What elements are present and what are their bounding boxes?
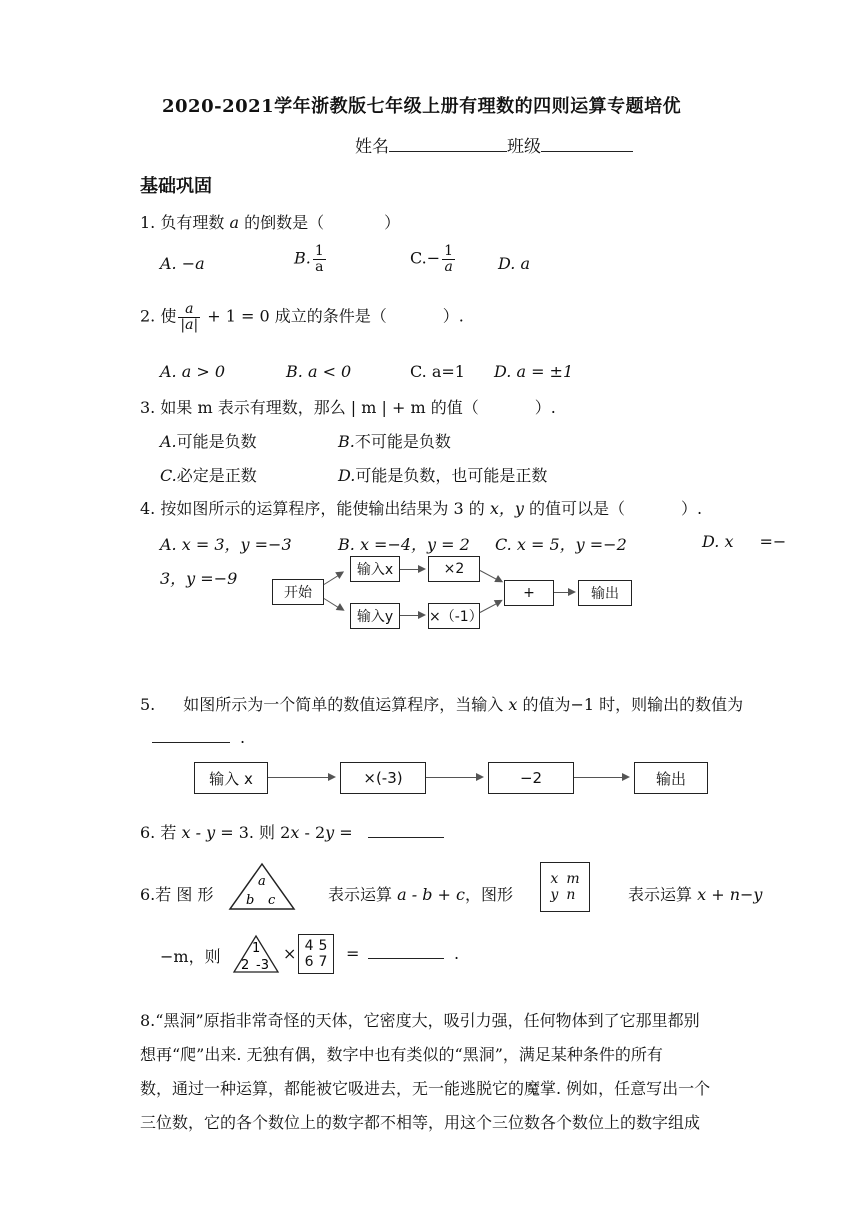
name-label: 姓名 [355,137,389,157]
flow-arrow-merge-bottom [480,601,502,613]
q6b-text-b: 表示运算 a - b + c，图形 [328,885,514,904]
q1-option-c[interactable]: C.− $\frac{1}{a}$ [410,243,454,275]
name-blank[interactable] [389,151,507,152]
q4-number: 4. [140,499,156,518]
triangle-label-c: c [268,893,276,908]
flow-arrow-output [554,592,574,593]
class-label: 班级 [507,137,541,157]
q4-text-c: 的值可以是（ [528,499,625,518]
q6b-line2: −m，则 [160,947,221,966]
flow5-arrow-2 [426,777,482,778]
flow5-arrow-1 [268,777,334,778]
triangle-label-a: a [258,874,266,889]
flow5-input-box: 输入 x [194,762,268,794]
q2-option-d[interactable]: D. a = ±1 [494,362,574,381]
flow-input-y-box: 输入y [350,603,400,629]
q1-option-d[interactable]: D. a [498,254,530,273]
equals-sign: = [346,944,360,963]
q4-option-c[interactable]: C. x = 5，y =−2 [495,535,627,554]
q6a-stem: 6. 若 x - y = 3. 则 2x - 2y = [140,820,444,843]
section-heading: 基础巩固 [140,176,212,197]
square-figure-icon: x m y n [540,862,590,912]
flow-arrow-start-y [324,598,343,611]
q3-option-b[interactable]: B.不可能是负数 [338,432,451,451]
q1-option-a[interactable]: A. −a [160,254,205,273]
q4-stem [140,496,702,519]
q5-answer-blank[interactable] [152,742,230,743]
svg-text:-3: -3 [256,958,269,973]
svg-text:2: 2 [241,958,250,973]
q1-stem [140,210,400,233]
flow-input-x-box: 输入x [350,556,400,582]
q4-text-a: 按如图所示的运算程序，能使输出结果为 3 的 [160,499,485,518]
q3-stem [140,395,556,418]
q5-var: x [508,695,518,714]
q3-text: 如果 m 表示有理数，那么 | m | + m 的值（ [160,398,479,417]
q2-text-c: ）. [442,306,464,326]
flow-output-box: 输出 [578,580,632,606]
flow5-output-box: 输出 [634,762,708,794]
q5-number: 5. [140,695,156,714]
q2-text-b: + 1 = 0 成立的条件是（ [207,306,387,326]
q2-stem: 2. 使 $\frac{a}{|a|}$ + 1 = 0 成立的条件是（ ）. [140,301,464,333]
q4-option-d-cont: 3，y =−9 [160,569,238,588]
flow-times-neg1-box: ×（-1） [428,603,480,629]
q4-option-b[interactable]: B. x =−4，y = 2 [338,535,470,554]
q6a-answer-blank[interactable] [368,837,444,838]
q8-line: 想再“爬”出来. 无独有偶，数字中也有类似的“黑洞”，满足某种条件的所有 [140,1045,663,1064]
q6b-answer-blank[interactable] [368,958,444,959]
q4-option-a[interactable]: A. x = 3，y =−3 [160,535,292,554]
q8-line: 8.“黑洞”原指非常奇怪的天体，它密度大，吸引力强，任何物体到了它那里都别 [140,1011,700,1030]
flow-arrow-y [400,615,424,616]
q3-option-c[interactable]: C.必定是正数 [160,466,257,485]
flow5-minus2-box: −2 [488,762,574,794]
q5-text-a: 如图所示为一个简单的数值运算程序，当输入 [183,695,504,714]
q6b-text-a: 6.若 图 形 [140,885,214,904]
q4-text-d: ）. [681,499,703,518]
flow-plus-box: + [504,580,554,606]
q8-line: 三位数，它的各个数位上的数字都不相等，用这个三位数各个数位上的数字组成 [140,1113,701,1132]
triangle-figure-icon [228,862,296,912]
q1-var: a [229,213,240,232]
q8-paragraph [140,1004,710,1140]
q4-option-d[interactable]: D. x =− [702,532,787,551]
square-example-icon: 4 5 6 7 [298,934,334,974]
q1-text-a: 负有理数 [160,213,225,232]
q3-number: 3. [140,398,156,417]
q2-number: 2. [140,306,156,326]
triangle-example-icon [232,934,280,974]
flow-arrow-merge-top [480,570,502,582]
q4-vars: x，y [489,499,524,518]
q5-stem [140,692,743,715]
class-blank[interactable] [541,151,633,152]
triangle-label-b: b [246,893,255,908]
svg-text:1: 1 [252,941,261,956]
q1-text-c: ） [384,213,401,232]
flow-start-box: 开始 [272,579,324,605]
q6b-text-d: 表示运算 x + n−y [628,885,763,904]
q8-line: 数，通过一种运算，都能被它吸进去，无一能逃脱它的魔掌. 例如，任意写出一个 [140,1079,711,1098]
q2-option-a[interactable]: A. a > 0 [160,362,226,381]
q5-text-b: 的值为−1 时，则输出的数值为 [522,695,744,714]
q1-text-b: 的倒数是（ [244,213,325,232]
q2-text-a: 使 [160,306,177,326]
q1-number: 1. [140,213,156,232]
q1-option-b[interactable]: B. $\frac{1}{a}$ [294,243,324,275]
flow-arrow-start-x [324,572,343,585]
q2-option-c[interactable]: C. a=1 [410,362,465,381]
q3-option-a[interactable]: A.可能是负数 [160,432,257,451]
q3-text-end: ）. [534,398,556,417]
q2-option-b[interactable]: B. a < 0 [286,362,352,381]
q5-answer-line: . [152,728,245,747]
q6b-answer: . [368,944,459,963]
flow-times2-box: ×2 [428,556,480,582]
times-sign: × [283,944,297,963]
flow5-times-neg3-box: ×(-3) [340,762,426,794]
flow5-arrow-3 [574,777,628,778]
document-title: 2020-2021学年浙教版七年级上册有理数的四则运算专题培优 [162,96,682,117]
flow-arrow-x [400,569,424,570]
q3-option-d[interactable]: D.可能是负数，也可能是正数 [338,466,548,485]
name-class-line [355,132,633,157]
